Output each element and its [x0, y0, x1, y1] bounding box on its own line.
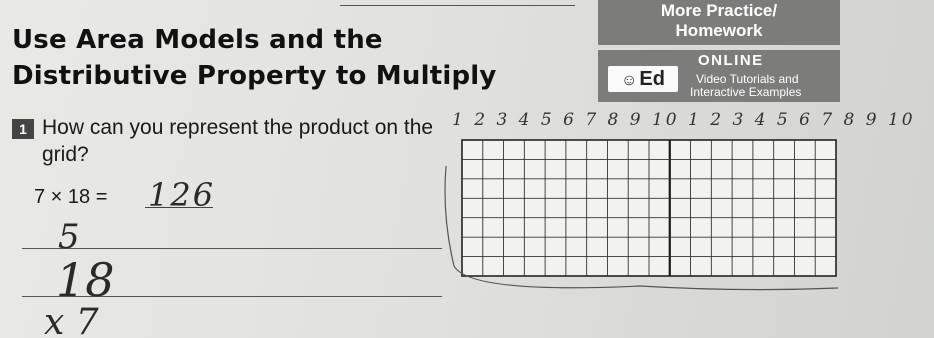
page-title [12, 22, 497, 94]
equation: 7 × 18 = [34, 186, 108, 208]
handwritten-answer: 126 [148, 176, 216, 214]
title-line-1: Use Area Models and the [12, 25, 383, 55]
handwritten-5: 5 [58, 217, 80, 257]
handwritten-count: 1 2 3 4 5 6 7 8 9 10 1 2 3 4 5 6 7 8 9 10 [452, 110, 916, 130]
grid-svg [440, 126, 840, 296]
writing-line [22, 248, 442, 249]
homework-label: Homework [675, 21, 763, 40]
more-practice-label: More Practice/ [660, 1, 778, 20]
header-rule [340, 5, 575, 6]
smiley-icon: ☺ [621, 72, 638, 89]
video-tutorials-label: Video Tutorials and [696, 72, 799, 86]
handwritten-x7: x 7 [44, 302, 99, 338]
ed-logo-text: Ed [639, 68, 665, 90]
problem-question: How can you represent the product on the grid? [42, 116, 434, 166]
problem-number: 1 [12, 119, 34, 139]
more-practice-banner [598, 0, 840, 45]
ed-logo [608, 66, 678, 92]
handwritten-18: 18 [56, 253, 115, 307]
interactive-examples-label: Interactive Examples [690, 85, 802, 99]
online-label: ONLINE [698, 52, 764, 69]
writing-line [22, 296, 442, 297]
area-model-grid [440, 126, 840, 296]
online-banner [598, 50, 840, 102]
title-line-2: Distributive Property to Multiply [12, 61, 497, 91]
